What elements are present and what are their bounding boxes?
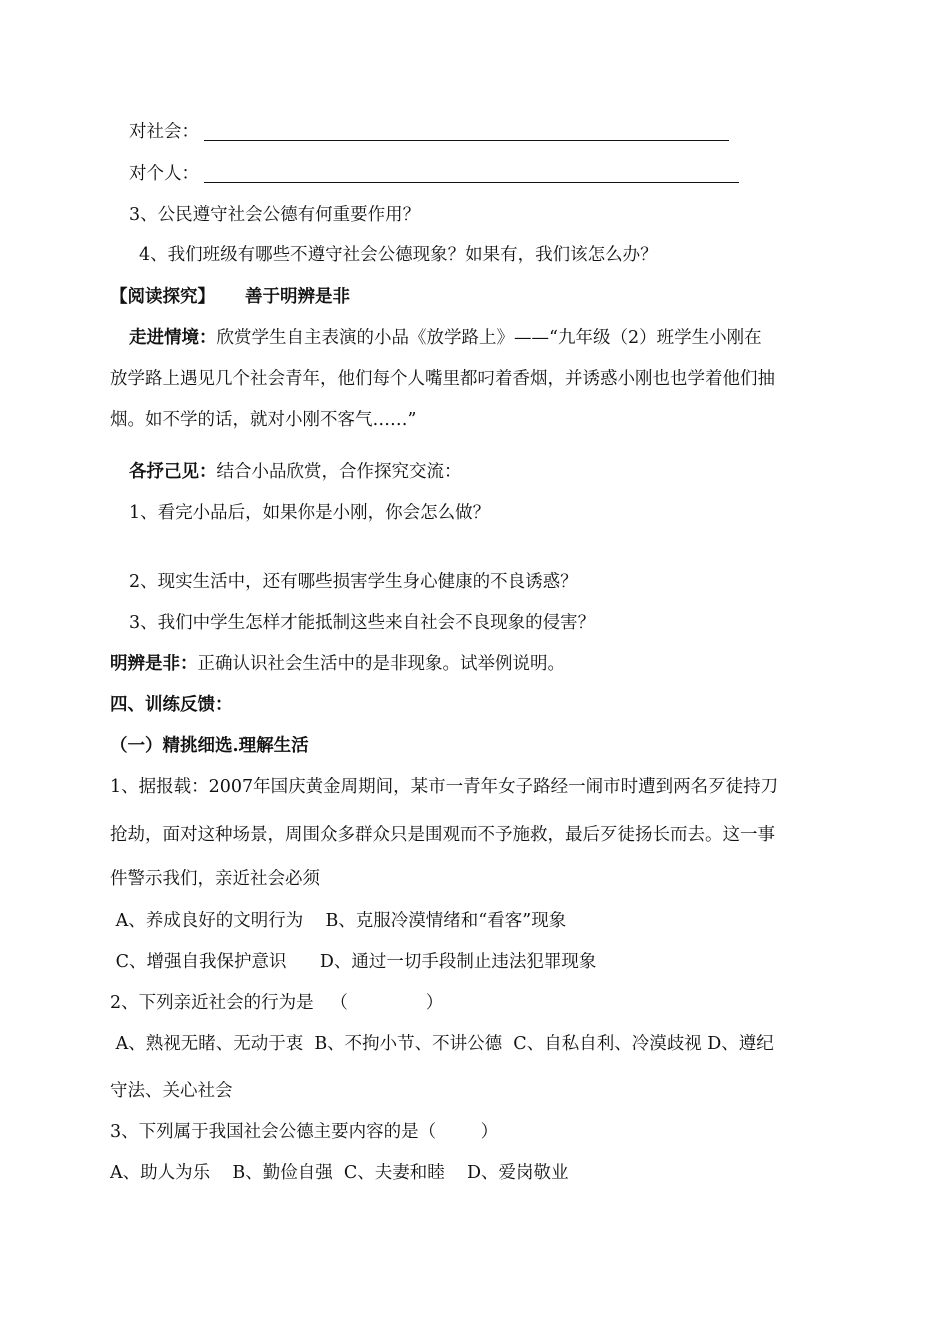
situation-paragraph-line-1 (129, 326, 762, 350)
opinion-line (129, 460, 462, 484)
item-1-options-ab: A、养成良好的文明行为 B、克服冷漠情绪和“看客”现象 (110, 911, 567, 931)
discern-text: 正确认识社会生活中的是非现象。试举例说明。 (197, 654, 565, 674)
item-2-question: 2、下列亲近社会的行为是 （ ） (110, 993, 444, 1013)
reading-question-3: 3、我们中学生怎样才能抵制这些来自社会不良现象的侵害？ (129, 613, 596, 633)
discern-line (110, 652, 565, 676)
training-subheading: （一）精挑细选.理解生活 (110, 736, 309, 756)
item-2-options-line-1: A、熟视无睹、无动于衷 B、不拘小节、不讲公德 C、自私自利、冷漠歧视 D、遵纪 (110, 1034, 774, 1054)
opinion-text: 结合小品欣赏，合作探究交流： (216, 462, 462, 482)
reading-heading-label: 【阅读探究】 (110, 287, 215, 307)
question-4-class: 4、我们班级有哪些不遵守社会公德现象？如果有，我们该怎么办？ (139, 245, 658, 265)
reading-question-1: 1、看完小品后，如果你是小刚，你会怎么做？ (129, 503, 491, 523)
reading-question-2: 2、现实生活中，还有哪些损害学生身心健康的不良诱惑？ (129, 572, 578, 592)
training-heading: 四、训练反馈： (110, 695, 233, 715)
situation-label: 走进情境： (129, 328, 217, 348)
fill-individual-label: 对个人： (129, 164, 199, 184)
fill-individual-blank[interactable] (204, 182, 739, 183)
item-1-options-cd: C、增强自我保护意识 D、通过一切手段制止违法犯罪现象 (110, 952, 597, 972)
situation-text-1: 欣赏学生自主表演的小品《放学路上》——“九年级（2）班学生小刚在 (216, 328, 762, 348)
situation-text-3: 烟。如不学的话，就对小刚不客气……” (110, 410, 417, 430)
item-2-options-line-2: 守法、关心社会 (110, 1081, 233, 1101)
question-3-role: 3、公民遵守社会公德有何重要作用？ (129, 205, 421, 225)
fill-society-label: 对社会： (129, 122, 199, 142)
item-1-line-1: 1、据报载：2007年国庆黄金周期间，某市一青年女子路经一闹市时遭到两名歹徒持刀 (110, 777, 779, 797)
item-3-options: A、助人为乐 B、勤俭自强 C、夫妻和睦 D、爱岗敬业 (110, 1163, 569, 1183)
item-1-line-2: 抢劫，面对这种场景，周围众多群众只是围观而不予施救，最后歹徒扬长而去。这一事 (110, 825, 775, 845)
situation-text-2: 放学路上遇见几个社会青年，他们每个人嘴里都叼着香烟，并诱惑小刚也也学着他们抽 (110, 369, 775, 389)
opinion-label: 各抒己见： (129, 462, 217, 482)
reading-heading (110, 285, 350, 309)
discern-label: 明辨是非： (110, 654, 198, 674)
fill-society-blank[interactable] (204, 140, 729, 141)
item-1-line-3: 件警示我们，亲近社会必须 (110, 869, 320, 889)
reading-heading-topic: 善于明辨是非 (245, 287, 350, 307)
item-3-question: 3、下列属于我国社会公德主要内容的是（ ） (110, 1122, 499, 1142)
